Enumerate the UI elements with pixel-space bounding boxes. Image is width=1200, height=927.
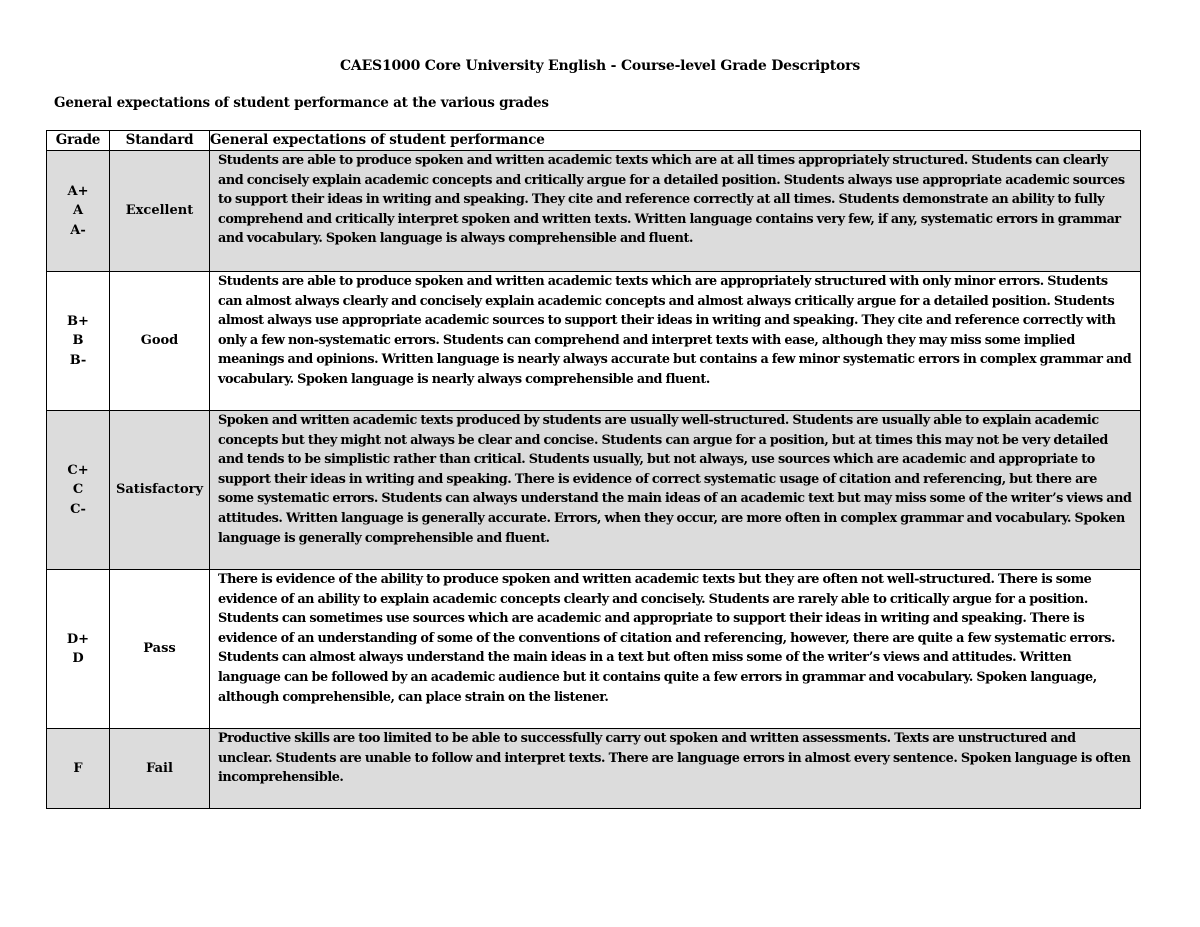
grade-label: B- [69,352,87,368]
table-header-row [47,131,1141,151]
grade-cell [47,570,110,729]
grade-label: A+ [67,183,89,199]
description-cell: Productive skills are too limited to be able to successfully carry out spoken and written assessments. Texts are unstructured and unclear. Students are unable to follow and interpret texts. There are language errors in almost every sentence. Spoken language is often incomprehensible. [210,729,1141,809]
header-description: General expectations of student performance [210,131,1141,151]
grade-label: B+ [67,313,89,329]
standard-cell: Satisfactory [110,411,210,570]
standard-cell: Excellent [110,151,210,272]
document-title: CAES1000 Core University English - Course-level Grade Descriptors [339,58,861,74]
grade-label: C+ [67,462,89,478]
grade-label: C- [70,501,86,517]
table-row-fail [47,729,1141,809]
standard-cell: Good [110,272,210,411]
description-cell: There is evidence of the ability to produce spoken and written academic texts but they are often not well-structured. There is some evidence of an ability to explain academic concepts clearly and concisely. Students are rarely able to critically argue for a position. Students can sometimes use sources which are academic and appropriate to support their ideas in writing and speaking. There is evidence of an understanding of some of the conventions of citation and referencing, however, there are quite a few systematic errors. Students can almost always understand the main ideas in a text but often miss some of the writer’s views and attitudes. Written language can be followed by an academic audience but it contains quite a few errors in grammar and vocabulary. Spoken language, although comprehensible, can place strain on the listener. [210,570,1141,729]
description-cell: Students are able to produce spoken and written academic texts which are at all times appropriately structured. Students can clearly and concisely explain academic concepts and critically argue for a detailed position. Students always use appropriate academic sources to support their ideas in writing and speaking. They cite and reference correctly at all times. Students demonstrate an ability to fully comprehend and critically interpret spoken and written texts. Written language contains very few, if any, systematic errors in grammar and vocabulary. Spoken language is always comprehensible and fluent. [210,151,1141,272]
table-row-pass [47,570,1141,729]
grade-label: F [73,760,83,776]
document-subtitle: General expectations of student performance at the various grades [54,95,549,111]
standard-cell: Pass [110,570,210,729]
grade-label: C [72,482,84,498]
header-standard: Standard [110,131,210,151]
description-cell: Spoken and written academic texts produced by students are usually well-structured. Students are usually able to explain academic concepts but they might not always be clear and concise. Students can argue for a position, but at times this may not be very detailed and tends to be simplistic rather than critical. Students usually, but not always, use sources which are academic and appropriate to support their ideas in writing and speaking. There is evidence of correct systematic usage of citation and referencing, but there are some systematic errors. Students can always understand the main ideas of an academic text but may miss some of the writer’s views and attitudes. Written language is generally accurate. Errors, when they occur, are more often in complex grammar and vocabulary. Spoken language is generally comprehensible and fluent. [210,411,1141,570]
grade-cell [47,272,110,411]
grade-cell [47,151,110,272]
grade-label: A- [70,222,86,238]
grade-label: A [72,203,84,219]
grade-cell [47,411,110,570]
table-row-satisfactory [47,411,1141,570]
grade-label: D [72,651,84,666]
grade-descriptors-table [46,130,1141,809]
table-row-excellent [47,151,1141,272]
header-grade: Grade [47,131,110,151]
standard-cell: Fail [110,729,210,809]
grade-label: B [72,333,84,349]
grade-label: D+ [66,631,90,647]
description-cell: Students are able to produce spoken and written academic texts which are appropriately structured with only minor errors. Students can almost always clearly and concisely explain academic concepts and almost always critically argue for a detailed position. Students almost always use appropriate academic sources to support their ideas in writing and speaking. They cite and reference correctly with only a few non-systematic errors. Students can comprehend and interpret texts with ease, although they may miss some implied meanings and opinions. Written language is nearly always accurate but contains a few minor systematic errors in complex grammar and vocabulary. Spoken language is nearly always comprehensible and fluent. [210,272,1141,411]
grade-cell [47,729,110,809]
table-row-good [47,272,1141,411]
